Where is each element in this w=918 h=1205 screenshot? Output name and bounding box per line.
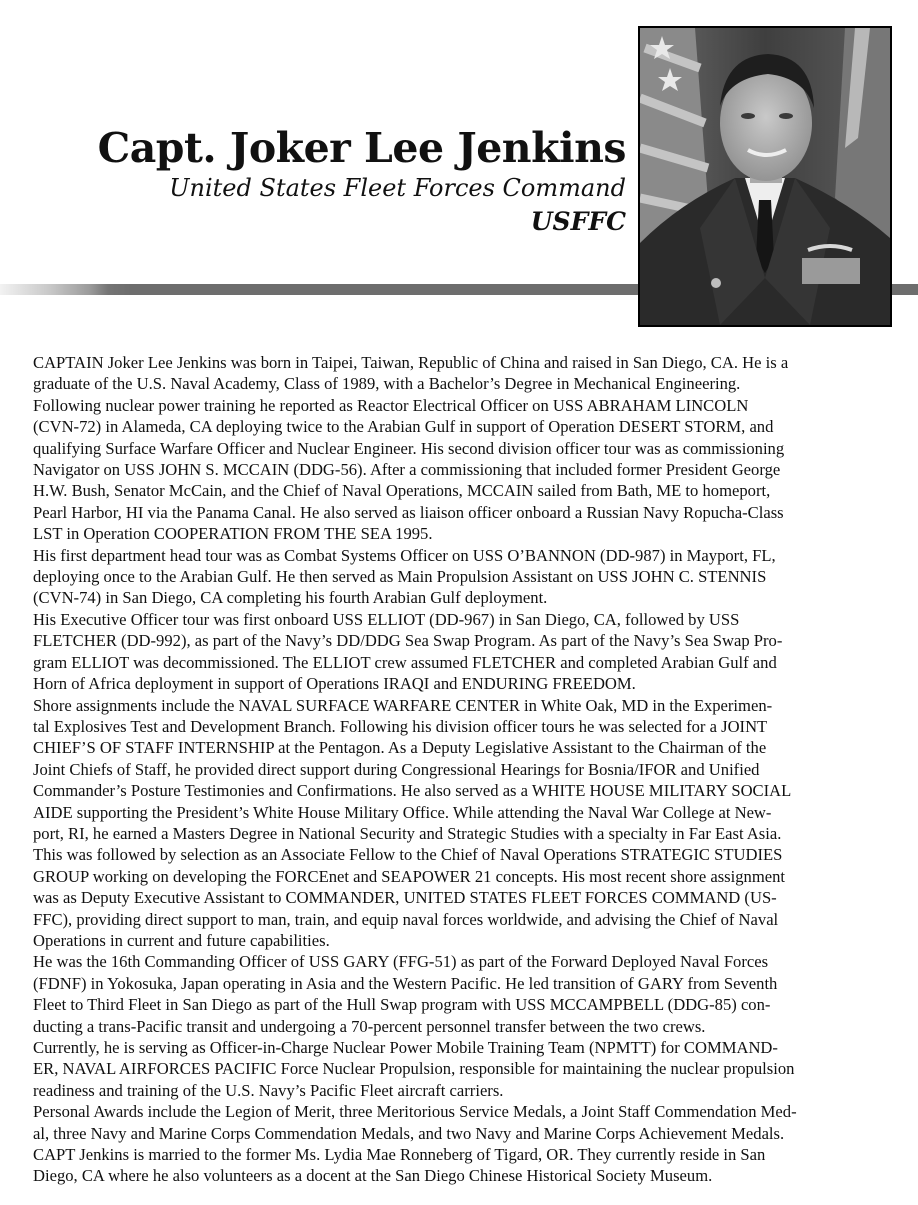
biography-line: gram ELLIOT was decommissioned. The ELLIOT crew assumed FLETCHER and completed Arabian Gulf and bbox=[33, 652, 777, 672]
biography-line: Following nuclear power training he reported as Reactor Electrical Officer on USS ABRAHAM LINCOLN bbox=[33, 395, 749, 415]
biography-line: GROUP working on developing the FORCEnet and SEAPOWER 21 concepts. His most recent shore assignment bbox=[33, 866, 786, 886]
biography-line: (CVN-74) in San Diego, CA completing his fourth Arabian Gulf deployment. bbox=[33, 588, 548, 608]
biography-line: FFC), providing direct support to man, train, and equip naval forces worldwide, and advising the Chief of Naval bbox=[33, 909, 779, 929]
biography-line: al, three Navy and Marine Corps Commendation Medals, and two Navy and Marine Corps Achievement Medals. bbox=[33, 1123, 785, 1143]
portrait-photo bbox=[638, 26, 892, 327]
biography-line: Pearl Harbor, HI via the Panama Canal. He also served as liaison officer onboard a Russian Navy Ropucha-Class bbox=[33, 502, 784, 522]
biography-line: Joint Chiefs of Staff, he provided direct support during Congressional Hearings for Bosnia/IFOR and Unified bbox=[33, 759, 760, 779]
biography-line: deploying once to the Arabian Gulf. He then served as Main Propulsion Assistant on USS JOHN C. STENNIS bbox=[33, 567, 767, 587]
biography-line: His Executive Officer tour was first onboard USS ELLIOT (DD-967) in San Diego, CA, followed by USS bbox=[33, 609, 740, 629]
biography-line: CAPTAIN Joker Lee Jenkins was born in Taipei, Taiwan, Republic of China and raised in San Diego, CA. He is a bbox=[33, 353, 789, 372]
biography-line: readiness and training of the U.S. Navy’s Pacific Fleet aircraft carriers. bbox=[33, 1080, 504, 1100]
biography-line: Operations in current and future capabilities. bbox=[33, 930, 330, 950]
badge-pin bbox=[711, 278, 721, 288]
biography-line: Fleet to Third Fleet in San Diego as part of the Hull Swap program with USS MCCAMPBELL (DDG-85) con- bbox=[33, 995, 771, 1015]
biography-line: He was the 16th Commanding Officer of USS GARY (FFG-51) as part of the Forward Deployed Naval Forces bbox=[33, 952, 769, 972]
biography-text bbox=[33, 352, 903, 1187]
biography-line: His first department head tour was as Combat Systems Officer on USS O’BANNON (DD-987) in Mayport, FL, bbox=[33, 545, 776, 565]
biography-line: LST in Operation COOPERATION FROM THE SEA 1995. bbox=[33, 524, 433, 544]
biography-line: Currently, he is serving as Officer-in-Charge Nuclear Power Mobile Training Team (NPMTT) for COMMAND- bbox=[33, 1038, 778, 1057]
page-title: Capt. Joker Lee Jenkins bbox=[97, 124, 626, 172]
biography-line: (FDNF) in Yokosuka, Japan operating in Asia and the Western Pacific. He led transition of GARY from Seventh bbox=[33, 973, 778, 993]
biography-line: This was followed by selection as an Associate Fellow to the Chief of Naval Operations STRATEGIC STUDIES bbox=[33, 845, 783, 865]
biography-line: CAPT Jenkins is married to the former Ms. Lydia Mae Ronneberg of Tigard, OR. They currently reside in San bbox=[33, 1145, 766, 1165]
biography-line: port, RI, he earned a Masters Degree in National Security and Strategic Studies with a specialty in Far East Asia. bbox=[33, 823, 782, 843]
biography-line: H.W. Bush, Senator McCain, and the Chief of Naval Operations, MCCAIN sailed from Bath, ME to homeport, bbox=[33, 481, 771, 501]
organization-abbreviation: USFFC bbox=[530, 207, 626, 236]
biography-line: was as Deputy Executive Assistant to COMMANDER, UNITED STATES FLEET FORCES COMMAND (US- bbox=[33, 888, 777, 908]
biography-line: graduate of the U.S. Naval Academy, Class of 1989, with a Bachelor’s Degree in Mechanical Engineering. bbox=[33, 374, 741, 394]
biography-line: Diego, CA where he also volunteers as a docent at the San Diego Chinese Historical Society Museum. bbox=[33, 1166, 713, 1186]
biography-line: AIDE supporting the President’s White House Military Office. While attending the Naval War College at New- bbox=[33, 802, 772, 822]
portrait-image bbox=[640, 28, 890, 325]
page-header bbox=[98, 122, 626, 240]
ribbons bbox=[802, 258, 860, 284]
biography-line: Personal Awards include the Legion of Merit, three Meritorious Service Medals, a Joint Staff Commendation Med- bbox=[33, 1102, 797, 1122]
biography-line: ducting a trans-Pacific transit and undergoing a 70-percent personnel transfer between the two crews. bbox=[33, 1016, 706, 1036]
biography-line: Shore assignments include the NAVAL SURFACE WARFARE CENTER in White Oak, MD in the Experimen- bbox=[33, 695, 773, 715]
biography-line: tal Explosives Test and Development Branch. Following his division officer tours he was selected for a JOINT bbox=[33, 716, 768, 736]
biography-line: (CVN-72) in Alameda, CA deploying twice to the Arabian Gulf in support of Operation DESERT STORM, and bbox=[33, 417, 774, 437]
biography-line: CHIEF’S OF STAFF INTERNSHIP at the Pentagon. As a Deputy Legislative Assistant to the Chairman of the bbox=[33, 738, 767, 758]
biography-line: qualifying Surface Warfare Officer and Nuclear Engineer. His second division officer tour was as commissioning bbox=[33, 438, 785, 458]
biography-line: FLETCHER (DD-992), as part of the Navy’s DD/DDG Sea Swap Program. As part of the Navy’s Sea Swap Pro- bbox=[33, 631, 783, 651]
biography-line: Commander’s Posture Testimonies and Confirmations. He also served as a WHITE HOUSE MILITARY SOCIAL bbox=[33, 781, 792, 801]
biography-line: Navigator on USS JOHN S. MCCAIN (DDG-56). After a commissioning that included former President George bbox=[33, 460, 781, 480]
biography-line: ER, NAVAL AIRFORCES PACIFIC Force Nuclear Propulsion, responsible for maintaining the nuclear propulsion bbox=[33, 1059, 795, 1079]
biography-line: Horn of Africa deployment in support of Operations IRAQI and ENDURING FREEDOM. bbox=[33, 674, 636, 694]
organization-name: United States Fleet Forces Command bbox=[169, 174, 626, 202]
